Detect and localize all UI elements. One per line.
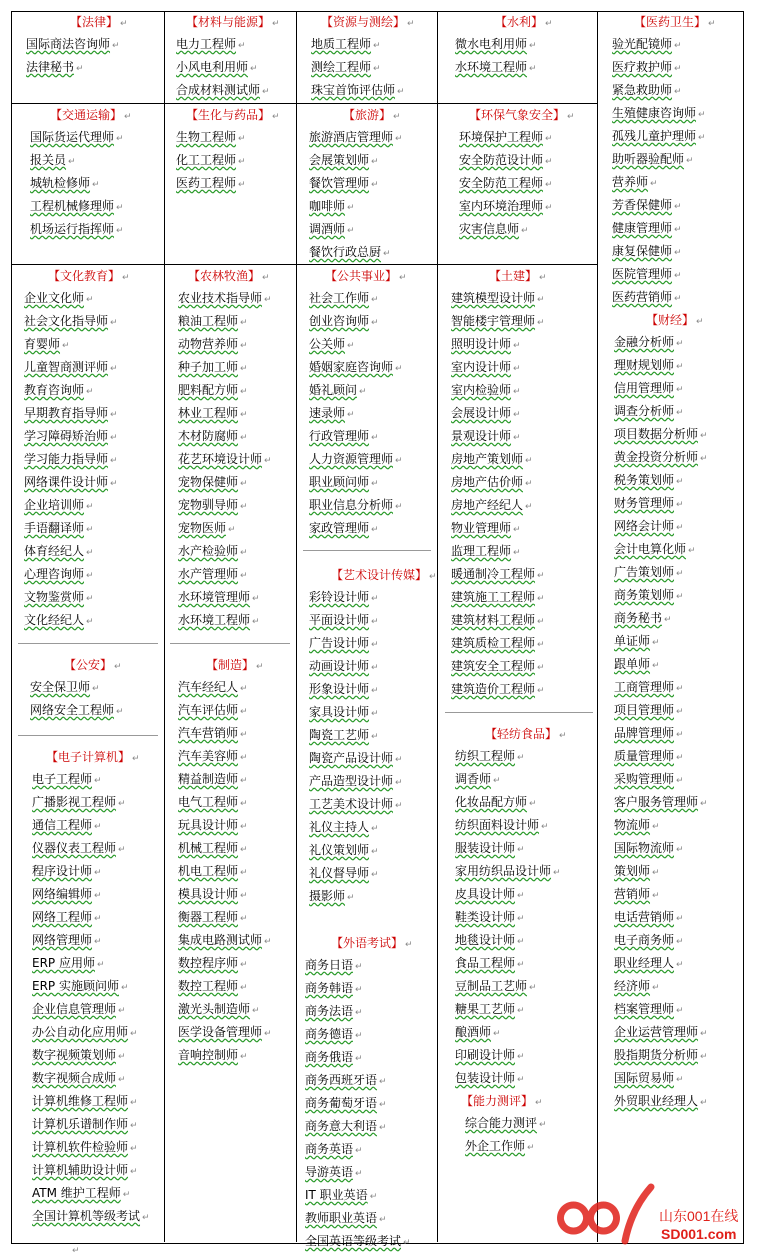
list-item[interactable]: 音响控制师 ↵ bbox=[178, 1048, 248, 1062]
list-item[interactable]: 广告设计师 ↵ bbox=[309, 636, 379, 650]
list-item[interactable]: 孤残儿童护理师 ↵ bbox=[612, 129, 706, 143]
col-divider bbox=[597, 11, 598, 1242]
list-item[interactable]: 礼仪督导师 ↵ bbox=[309, 866, 379, 880]
list-item[interactable]: 商务英语 ↵ bbox=[305, 1142, 363, 1156]
section-title: 【生化与药品】 ↵ bbox=[186, 108, 280, 122]
list-item[interactable]: 理财规划师 ↵ bbox=[614, 358, 684, 372]
list-item[interactable]: 建筑造价工程师 ↵ bbox=[451, 682, 545, 696]
list-item[interactable]: 广告策划师 ↵ bbox=[614, 565, 684, 579]
list-item[interactable]: 网络安全工程师 ↵ bbox=[30, 703, 124, 717]
list-item[interactable]: 单证师 ↵ bbox=[614, 634, 660, 648]
list-item[interactable]: 企业培训师 ↵ bbox=[24, 498, 94, 512]
list-item[interactable]: 酿酒师 ↵ bbox=[455, 1025, 501, 1039]
list-item[interactable]: 房地产估价师 ↵ bbox=[451, 475, 533, 489]
list-item[interactable]: 国际商法咨询师 ↵ bbox=[26, 37, 120, 51]
list-item[interactable]: 合成材料测试师 ↵ bbox=[176, 83, 270, 97]
list-item[interactable]: 林业工程师 ↵ bbox=[178, 406, 248, 420]
list-item[interactable]: 医疗救护师 ↵ bbox=[612, 60, 682, 74]
list-item[interactable]: 商务策划师 ↵ bbox=[614, 588, 684, 602]
list-item[interactable]: 国际货运代理师 ↵ bbox=[30, 130, 124, 144]
col-divider bbox=[437, 11, 438, 1242]
list-item[interactable]: 商务德语 ↵ bbox=[305, 1027, 363, 1041]
logo-url-text: SD001.com bbox=[661, 1226, 737, 1242]
list-item[interactable]: 水产管理师 ↵ bbox=[178, 567, 248, 581]
list-item[interactable]: 医院管理师 ↵ bbox=[612, 267, 682, 281]
section bbox=[445, 265, 595, 701]
list-item[interactable]: 全国计算机等级考试 ↵ bbox=[32, 1209, 150, 1223]
section-title: 【财经】 ↵ bbox=[646, 313, 704, 327]
list-item[interactable]: 黄金投资分析师 ↵ bbox=[614, 450, 708, 464]
list-item[interactable]: 餐饮管理师 ↵ bbox=[309, 176, 379, 190]
list-item[interactable]: 程序设计师 ↵ bbox=[32, 864, 102, 878]
list-item[interactable]: ERP 实施顾问师 ↵ bbox=[32, 979, 129, 993]
list-item[interactable]: 建筑施工工程师 ↵ bbox=[451, 590, 545, 604]
section bbox=[606, 11, 740, 309]
list-item[interactable]: 种子加工师 ↵ bbox=[178, 360, 248, 374]
list-item[interactable]: 水产检验师 ↵ bbox=[178, 544, 248, 558]
list-item[interactable]: 企业运营管理师 ↵ bbox=[614, 1025, 708, 1039]
list-item[interactable]: 商务秘书 ↵ bbox=[614, 611, 672, 625]
list-item[interactable]: 糖果工艺师 ↵ bbox=[455, 1002, 525, 1016]
list-item[interactable]: 商务日语 ↵ bbox=[305, 958, 363, 972]
section-title: 【水利】 ↵ bbox=[495, 15, 553, 29]
list-item[interactable]: 安全防范设计师 ↵ bbox=[459, 153, 553, 167]
list-item[interactable]: 金融分析师 ↵ bbox=[614, 335, 684, 349]
section-resources-survey bbox=[303, 11, 435, 102]
list-item[interactable]: 地毯设计师 ↵ bbox=[455, 933, 525, 947]
list-item[interactable]: 环境保护工程师 ↵ bbox=[459, 130, 553, 144]
list-item[interactable]: 网络课件设计师 ↵ bbox=[24, 475, 118, 489]
list-item[interactable]: 人力资源管理师 ↵ bbox=[309, 452, 403, 466]
paragraph-mark: ↵ bbox=[72, 1246, 80, 1256]
list-item[interactable]: 照明设计师 ↵ bbox=[451, 337, 521, 351]
list-item[interactable]: 汽车营销师 ↵ bbox=[178, 726, 248, 740]
list-item[interactable]: 农业技术指导师 ↵ bbox=[178, 291, 272, 305]
list-item[interactable]: 汽车评估师 ↵ bbox=[178, 703, 248, 717]
section-title: 【公安】 ↵ bbox=[64, 658, 122, 672]
list-item[interactable]: 医学设备管理师 ↵ bbox=[178, 1025, 272, 1039]
list-item[interactable]: 报关员 ↵ bbox=[30, 153, 76, 167]
list-item[interactable]: 机械工程师 ↵ bbox=[178, 841, 248, 855]
list-item[interactable]: 摄影师 ↵ bbox=[309, 889, 355, 903]
list-item[interactable]: 调查分析师 ↵ bbox=[614, 404, 684, 418]
list-item[interactable]: 陶瓷工艺师 ↵ bbox=[309, 728, 379, 742]
list-item[interactable]: 肥料配方师 ↵ bbox=[178, 383, 248, 397]
section-tourism bbox=[303, 104, 435, 264]
list-item[interactable]: 产品造型设计师 ↵ bbox=[309, 774, 403, 788]
list-item[interactable]: 机场运行指挥师 ↵ bbox=[30, 222, 124, 236]
list-item[interactable]: 行政管理师 ↵ bbox=[309, 429, 379, 443]
section-env-weather-safety bbox=[445, 104, 593, 241]
list-item[interactable]: 模具设计师 ↵ bbox=[178, 887, 248, 901]
list-item[interactable]: 动物营养师 ↵ bbox=[178, 337, 248, 351]
list-item[interactable]: 跟单师 ↵ bbox=[614, 657, 660, 671]
list-item[interactable]: 家政管理师 ↵ bbox=[309, 521, 379, 535]
list-item[interactable]: 文化经纪人 ↵ bbox=[24, 613, 94, 627]
column-2 bbox=[170, 265, 294, 1067]
list-item[interactable]: 企业信息管理师 ↵ bbox=[32, 1002, 126, 1016]
list-item[interactable]: 学习障碍矫治师 ↵ bbox=[24, 429, 118, 443]
list-item[interactable]: 食品工程师 ↵ bbox=[455, 956, 525, 970]
list-item[interactable]: 速录师 ↵ bbox=[309, 406, 355, 420]
list-item[interactable]: 宠物医师 ↵ bbox=[178, 521, 236, 535]
list-item[interactable]: 平面设计师 ↵ bbox=[309, 613, 379, 627]
list-item[interactable]: 测绘工程师 ↵ bbox=[311, 60, 381, 74]
list-item[interactable]: 室内设计师 ↵ bbox=[451, 360, 521, 374]
list-item[interactable]: 餐饮行政总厨 ↵ bbox=[309, 245, 391, 259]
list-item[interactable]: 城轨检修师 ↵ bbox=[30, 176, 100, 190]
list-item[interactable]: 暖通制冷工程师 ↵ bbox=[451, 567, 545, 581]
list-item[interactable]: 商务韩语 ↵ bbox=[305, 981, 363, 995]
section-title: 【法律】 ↵ bbox=[70, 15, 128, 29]
list-item[interactable]: 建筑质检工程师 ↵ bbox=[451, 636, 545, 650]
col-divider bbox=[164, 11, 165, 1242]
list-item[interactable]: 生物工程师 ↵ bbox=[176, 130, 246, 144]
list-item[interactable]: 商务意大利语 ↵ bbox=[305, 1119, 387, 1133]
list-item[interactable]: 数字视频策划师 ↵ bbox=[32, 1048, 126, 1062]
section-title: 【材料与能源】 ↵ bbox=[186, 15, 280, 29]
section bbox=[18, 746, 162, 1228]
list-item[interactable]: 工商管理师 ↵ bbox=[614, 680, 684, 694]
list-item[interactable]: 包装设计师 ↵ bbox=[455, 1071, 525, 1085]
section-title: 【环保气象安全】 ↵ bbox=[469, 108, 575, 122]
list-item[interactable]: 调酒师 ↵ bbox=[309, 222, 355, 236]
list-item[interactable]: 芳香保健师 ↵ bbox=[612, 198, 682, 212]
section-title: 【制造】 ↵ bbox=[206, 658, 264, 672]
list-item[interactable]: 集成电路测试师 ↵ bbox=[178, 933, 272, 947]
list-item[interactable]: 商务俄语 ↵ bbox=[305, 1050, 363, 1064]
list-item[interactable]: 监理工程师 ↵ bbox=[451, 544, 521, 558]
list-item[interactable]: 综合能力测评 ↵ bbox=[465, 1116, 547, 1130]
list-item[interactable]: 电子商务师 ↵ bbox=[614, 933, 684, 947]
column-3 bbox=[303, 265, 435, 1253]
section-title: 【土建】 ↵ bbox=[489, 269, 547, 283]
list-item[interactable]: 心理咨询师 ↵ bbox=[24, 567, 94, 581]
list-item[interactable]: 育婴师 ↵ bbox=[24, 337, 70, 351]
section bbox=[170, 654, 294, 1067]
section-title: 【艺术设计传媒】 ↵ bbox=[331, 568, 437, 582]
list-item[interactable]: 彩铃设计师 ↵ bbox=[309, 590, 379, 604]
list-item[interactable]: 早期教育指导师 ↵ bbox=[24, 406, 118, 420]
section bbox=[445, 1090, 595, 1158]
list-item[interactable]: 珠宝首饰评估师 ↵ bbox=[311, 83, 405, 97]
list-item[interactable]: 助听器验配师 ↵ bbox=[612, 152, 694, 166]
list-item[interactable]: 数字视频合成师 ↵ bbox=[32, 1071, 126, 1085]
list-item[interactable]: 调香师 ↵ bbox=[455, 772, 501, 786]
list-item[interactable]: 外贸职业经理人 ↵ bbox=[614, 1094, 708, 1108]
list-item[interactable]: 家具设计师 ↵ bbox=[309, 705, 379, 719]
list-item[interactable]: 职业顾问师 ↵ bbox=[309, 475, 379, 489]
list-item[interactable]: 档案管理师 ↵ bbox=[614, 1002, 684, 1016]
list-item[interactable]: 安全防范工程师 ↵ bbox=[459, 176, 553, 190]
list-item[interactable]: 婚姻家庭咨询师 ↵ bbox=[309, 360, 403, 374]
list-item[interactable]: 工程机械修理师 ↵ bbox=[30, 199, 124, 213]
list-item[interactable]: 网络会计师 ↵ bbox=[614, 519, 684, 533]
list-item[interactable]: 仪器仪表工程师 ↵ bbox=[32, 841, 126, 855]
list-item[interactable]: 紧急救助师 ↵ bbox=[612, 83, 682, 97]
list-item[interactable]: 计算机维修工程师 ↵ bbox=[32, 1094, 138, 1108]
list-item[interactable]: 医药工程师 ↵ bbox=[176, 176, 246, 190]
list-item[interactable]: 网络管理师 ↵ bbox=[32, 933, 102, 947]
section-title: 【外语考试】 ↵ bbox=[331, 936, 413, 950]
section-title: 【文化教育】 ↵ bbox=[48, 269, 130, 283]
list-item[interactable]: 教育咨询师 ↵ bbox=[24, 383, 94, 397]
list-item[interactable]: 纺织面料设计师 ↵ bbox=[455, 818, 549, 832]
list-item[interactable]: 商务法语 ↵ bbox=[305, 1004, 363, 1018]
list-item[interactable]: 室内环境治理师 ↵ bbox=[459, 199, 553, 213]
list-item[interactable]: 建筑模型设计师 ↵ bbox=[451, 291, 545, 305]
list-item[interactable]: 体育经纪人 ↵ bbox=[24, 544, 94, 558]
list-item[interactable]: 职业信息分析师 ↵ bbox=[309, 498, 403, 512]
list-item[interactable]: 文物鉴赏师 ↵ bbox=[24, 590, 94, 604]
list-item[interactable]: 通信工程师 ↵ bbox=[32, 818, 102, 832]
logo-cn-text: 山东001在线 bbox=[659, 1208, 739, 1224]
section-title: 【轻纺食品】 ↵ bbox=[485, 727, 567, 741]
section bbox=[170, 265, 294, 632]
list-item[interactable]: 儿童智商测评师 ↵ bbox=[24, 360, 118, 374]
list-item[interactable]: 电子工程师 ↵ bbox=[32, 772, 102, 786]
list-item[interactable]: 景观设计师 ↵ bbox=[451, 429, 521, 443]
list-item[interactable]: 室内检验师 ↵ bbox=[451, 383, 521, 397]
list-item[interactable]: 豆制品工艺师 ↵ bbox=[455, 979, 537, 993]
list-item[interactable]: 生殖健康咨询师 ↵ bbox=[612, 106, 706, 120]
list-item[interactable]: 皮具设计师 ↵ bbox=[455, 887, 525, 901]
list-item[interactable]: 物业管理师 ↵ bbox=[451, 521, 521, 535]
list-item[interactable]: 安全保卫师 ↵ bbox=[30, 680, 100, 694]
section bbox=[303, 265, 435, 540]
list-item[interactable]: 建筑安全工程师 ↵ bbox=[451, 659, 545, 673]
list-item[interactable]: 化工工程师 ↵ bbox=[176, 153, 246, 167]
list-item[interactable]: 营养师 ↵ bbox=[612, 175, 658, 189]
list-item[interactable]: 网络编辑师 ↵ bbox=[32, 887, 102, 901]
list-item[interactable]: 外企工作师 ↵ bbox=[465, 1139, 535, 1153]
list-item[interactable]: 礼仪策划师 ↵ bbox=[309, 843, 379, 857]
list-item[interactable]: 企业文化师 ↵ bbox=[24, 291, 94, 305]
list-item[interactable]: 职业经理人 ↵ bbox=[614, 956, 684, 970]
list-item[interactable]: 会展设计师 ↵ bbox=[451, 406, 521, 420]
list-item[interactable]: 房地产策划师 ↵ bbox=[451, 452, 533, 466]
column-4 bbox=[445, 265, 595, 1158]
list-item[interactable]: 财务管理师 ↵ bbox=[614, 496, 684, 510]
list-item[interactable]: 办公自动化应用师 ↵ bbox=[32, 1025, 138, 1039]
list-item[interactable]: 木材防腐师 ↵ bbox=[178, 429, 248, 443]
list-item[interactable]: 地质工程师 ↵ bbox=[311, 37, 381, 51]
list-item[interactable]: 创业咨询师 ↵ bbox=[309, 314, 379, 328]
list-item[interactable]: 采购管理师 ↵ bbox=[614, 772, 684, 786]
list-item[interactable]: 宠物保健师 ↵ bbox=[178, 475, 248, 489]
list-item[interactable]: 商务西班牙语 ↵ bbox=[305, 1073, 387, 1087]
list-item[interactable]: 电话营销师 ↵ bbox=[614, 910, 684, 924]
list-item[interactable]: 全国英语等级考试 ↵ bbox=[305, 1234, 411, 1248]
list-item[interactable]: 咖啡师 ↵ bbox=[309, 199, 355, 213]
list-item[interactable]: ATM 维护工程师 ↵ bbox=[32, 1186, 131, 1200]
list-item[interactable]: 动画设计师 ↵ bbox=[309, 659, 379, 673]
column-5 bbox=[606, 11, 740, 1113]
section-water bbox=[445, 11, 593, 79]
list-item[interactable]: ERP 应用师 ↵ bbox=[32, 956, 105, 970]
section-title: 【能力测评】 ↵ bbox=[461, 1094, 543, 1108]
list-item[interactable]: 汽车美容师 ↵ bbox=[178, 749, 248, 763]
list-item[interactable]: 水环境管理师 ↵ bbox=[178, 590, 260, 604]
section bbox=[303, 932, 435, 1253]
list-item[interactable]: 会展策划师 ↵ bbox=[309, 153, 379, 167]
list-item[interactable]: 衡器工程师 ↵ bbox=[178, 910, 248, 924]
list-item[interactable]: 质量管理师 ↵ bbox=[614, 749, 684, 763]
list-item[interactable]: 花艺环境设计师 ↵ bbox=[178, 452, 272, 466]
section bbox=[445, 723, 595, 1090]
list-item[interactable]: 网络工程师 ↵ bbox=[32, 910, 102, 924]
list-item[interactable]: 电力工程师 ↵ bbox=[176, 37, 246, 51]
list-item[interactable]: 水环境工程师 ↵ bbox=[178, 613, 260, 627]
list-item[interactable]: 数控程序师 ↵ bbox=[178, 956, 248, 970]
list-item[interactable]: 广播影视工程师 ↵ bbox=[32, 795, 126, 809]
list-item[interactable]: 建筑材料工程师 ↵ bbox=[451, 613, 545, 627]
list-item[interactable]: 工艺美术设计师 ↵ bbox=[309, 797, 403, 811]
list-item[interactable]: 家用纺织品设计师 ↵ bbox=[455, 864, 561, 878]
list-item[interactable]: 健康管理师 ↵ bbox=[612, 221, 682, 235]
list-item[interactable]: 策划师 ↵ bbox=[614, 864, 660, 878]
list-item[interactable]: 导游英语 ↵ bbox=[305, 1165, 363, 1179]
list-item[interactable]: 公关师 ↵ bbox=[309, 337, 355, 351]
list-item[interactable]: 社会工作师 ↵ bbox=[309, 291, 379, 305]
section-title: 【交通运输】 ↵ bbox=[50, 108, 132, 122]
list-item[interactable]: 粮油工程师 ↵ bbox=[178, 314, 248, 328]
list-item[interactable]: 计算机辅助设计师 ↵ bbox=[32, 1163, 138, 1177]
list-item[interactable]: 商务葡萄牙语 ↵ bbox=[305, 1096, 387, 1110]
list-item[interactable]: 水环境工程师 ↵ bbox=[455, 60, 537, 74]
section-law bbox=[20, 11, 160, 79]
section-title: 【公共事业】 ↵ bbox=[325, 269, 407, 283]
list-item[interactable]: 康复保健师 ↵ bbox=[612, 244, 682, 258]
list-item[interactable]: 项目管理师 ↵ bbox=[614, 703, 684, 717]
list-item[interactable]: 手语翻译师 ↵ bbox=[24, 521, 94, 535]
list-item[interactable]: IT 职业英语 ↵ bbox=[305, 1188, 378, 1202]
list-item[interactable]: 陶瓷产品设计师 ↵ bbox=[309, 751, 403, 765]
list-item[interactable]: 项目数据分析师 ↵ bbox=[614, 427, 708, 441]
section bbox=[18, 265, 162, 632]
list-item[interactable]: 机电工程师 ↵ bbox=[178, 864, 248, 878]
list-item[interactable]: 灾害信息师 ↵ bbox=[459, 222, 529, 236]
list-item[interactable]: 法律秘书 ↵ bbox=[26, 60, 84, 74]
list-item[interactable]: 验光配镜师 ↵ bbox=[612, 37, 682, 51]
list-item[interactable]: 学习能力指导师 ↵ bbox=[24, 452, 118, 466]
list-item[interactable]: 社会文化指导师 ↵ bbox=[24, 314, 118, 328]
section-title: 【医药卫生】 ↵ bbox=[634, 15, 716, 29]
list-item[interactable]: 礼仪主持人 ↵ bbox=[309, 820, 379, 834]
list-item[interactable]: 国际贸易师 ↵ bbox=[614, 1071, 684, 1085]
column-1 bbox=[18, 265, 162, 1228]
section-transport bbox=[20, 104, 160, 241]
section-title: 【资源与测绘】 ↵ bbox=[321, 15, 415, 29]
list-item[interactable]: 数控工程师 ↵ bbox=[178, 979, 248, 993]
section bbox=[18, 654, 162, 722]
list-item[interactable]: 税务策划师 ↵ bbox=[614, 473, 684, 487]
site-logo bbox=[551, 1181, 751, 1253]
list-item[interactable]: 物流师 ↵ bbox=[614, 818, 660, 832]
list-item[interactable]: 营销师 ↵ bbox=[614, 887, 660, 901]
list-item[interactable]: 计算机乐谱制作师 ↵ bbox=[32, 1117, 138, 1131]
list-item[interactable]: 汽车经纪人 ↵ bbox=[178, 680, 248, 694]
list-item[interactable]: 旅游酒店管理师 ↵ bbox=[309, 130, 403, 144]
list-item[interactable]: 计算机软件检验师 ↵ bbox=[32, 1140, 138, 1154]
list-item[interactable]: 国际物流师 ↵ bbox=[614, 841, 684, 855]
section-title: 【农林牧渔】 ↵ bbox=[188, 269, 270, 283]
list-item[interactable]: 智能楼宇管理师 ↵ bbox=[451, 314, 545, 328]
list-item[interactable]: 医药营销师 ↵ bbox=[612, 290, 682, 304]
list-item[interactable]: 鞋类设计师 ↵ bbox=[455, 910, 525, 924]
list-item[interactable]: 宠物驯导师 ↵ bbox=[178, 498, 248, 512]
section bbox=[606, 309, 740, 1113]
list-item[interactable]: 化妆品配方师 ↵ bbox=[455, 795, 537, 809]
section-biochem-pharma bbox=[172, 104, 294, 195]
list-item[interactable]: 信用管理师 ↵ bbox=[614, 381, 684, 395]
list-item[interactable]: 股指期货分析师 ↵ bbox=[614, 1048, 708, 1062]
list-item[interactable]: 房地产经纪人 ↵ bbox=[451, 498, 533, 512]
section bbox=[303, 564, 435, 908]
list-item[interactable]: 教师职业英语 ↵ bbox=[305, 1211, 387, 1225]
col-divider bbox=[296, 11, 297, 1242]
section-title: 【电子计算机】 ↵ bbox=[46, 750, 140, 764]
list-item[interactable]: 婚礼顾问 ↵ bbox=[309, 383, 367, 397]
list-item[interactable]: 精益制造师 ↵ bbox=[178, 772, 248, 786]
list-item[interactable]: 品牌管理师 ↵ bbox=[614, 726, 684, 740]
list-item[interactable]: 纺织工程师 ↵ bbox=[455, 749, 525, 763]
list-item[interactable]: 电气工程师 ↵ bbox=[178, 795, 248, 809]
section-materials-energy bbox=[172, 11, 294, 102]
list-item[interactable]: 客户服务管理师 ↵ bbox=[614, 795, 708, 809]
list-item[interactable]: 玩具设计师 ↵ bbox=[178, 818, 248, 832]
list-item[interactable]: 经济师 ↵ bbox=[614, 979, 660, 993]
list-item[interactable]: 微水电利用师 ↵ bbox=[455, 37, 537, 51]
list-item[interactable]: 服装设计师 ↵ bbox=[455, 841, 525, 855]
section-title: 【旅游】 ↵ bbox=[343, 108, 401, 122]
list-item[interactable]: 小风电利用师 ↵ bbox=[176, 60, 258, 74]
list-item[interactable]: 激光头制造师 ↵ bbox=[178, 1002, 260, 1016]
list-item[interactable]: 会计电算化师 ↵ bbox=[614, 542, 696, 556]
list-item[interactable]: 形象设计师 ↵ bbox=[309, 682, 379, 696]
list-item[interactable]: 印刷设计师 ↵ bbox=[455, 1048, 525, 1062]
